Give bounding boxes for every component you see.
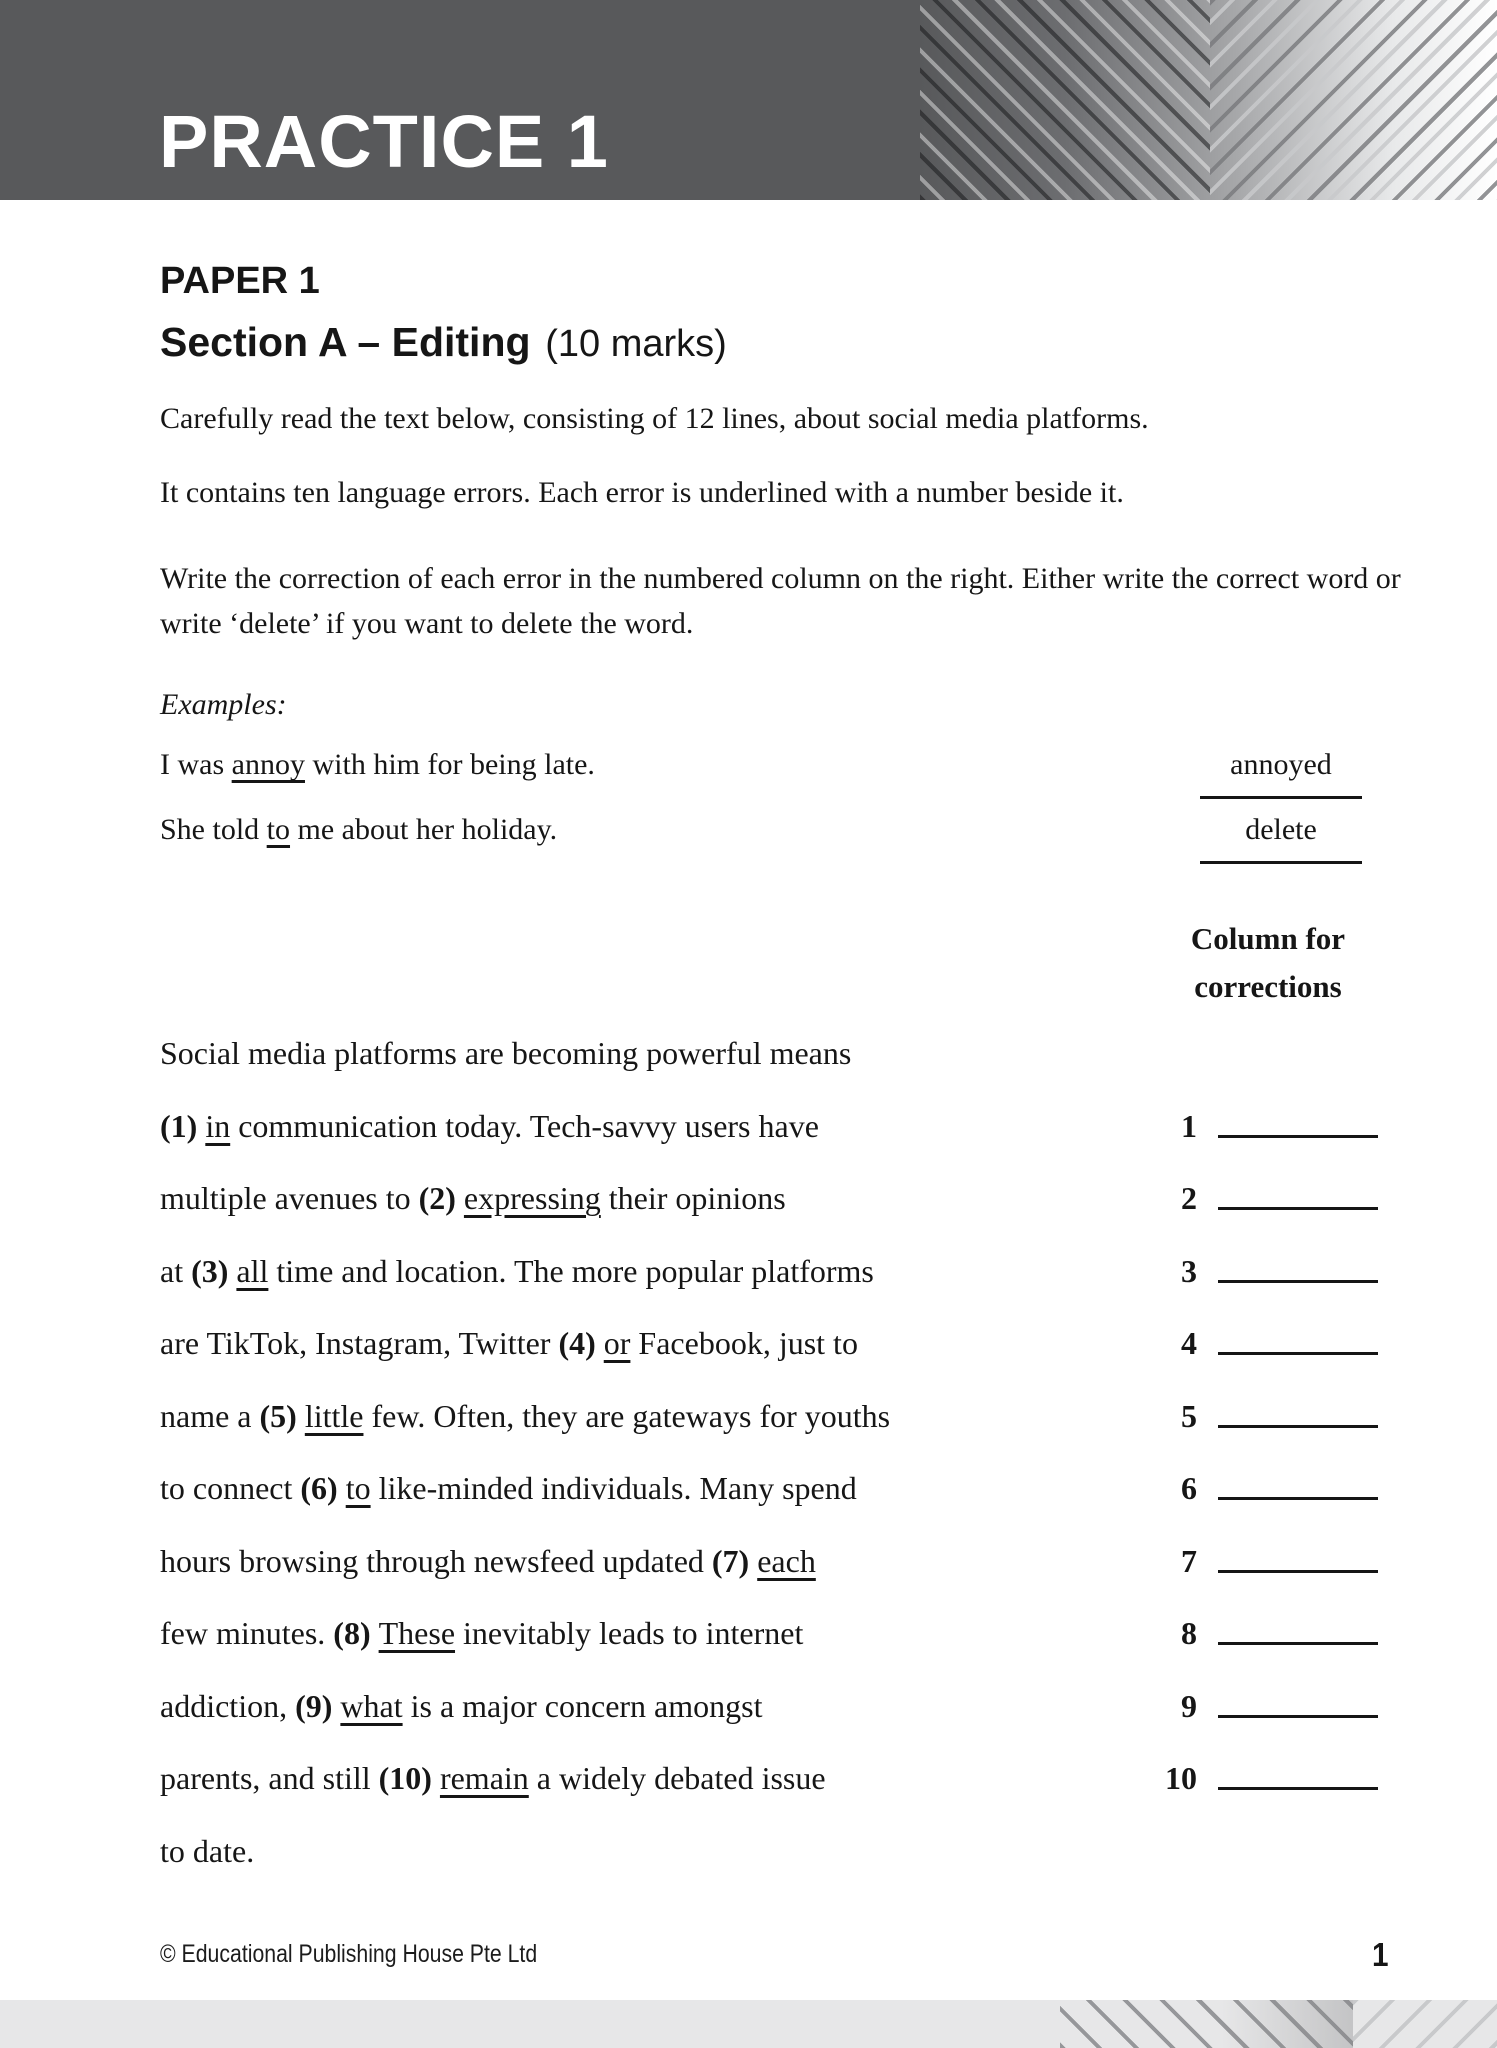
correction-number: 7 [1181, 1542, 1197, 1579]
passage-text-segment: (3) [191, 1252, 237, 1289]
footer-copyright: © Educational Publishing House Pte Ltd [160, 1940, 538, 1968]
passage-text-segment: time and location. The more popular platforms [268, 1252, 874, 1289]
footer-diagonal-stripes-right [1353, 2000, 1497, 2048]
passage-line [160, 1742, 1440, 1815]
error-word: These [378, 1615, 456, 1651]
error-word: or [603, 1325, 631, 1361]
footer-diagonal-stripes-left [1060, 2000, 1353, 2048]
passage-text-segment: hours browsing through newsfeed updated [160, 1542, 712, 1579]
passage-line [160, 1380, 1440, 1453]
passage-text-segment: are TikTok, Instagram, Twitter [160, 1325, 559, 1361]
passage-line [160, 1452, 1440, 1525]
correction-blank-line [1218, 1642, 1378, 1645]
passage-text-segment: addiction, [160, 1687, 296, 1724]
correction-blank-line [1218, 1207, 1378, 1210]
example-answer-line [1200, 813, 1362, 864]
passage-line [160, 1597, 1440, 1670]
section-heading-bold: Section A – Editing [160, 319, 531, 365]
instruction-paragraph-1: Carefully read the text below, consisting of 12 lines, about social media platforms. [160, 402, 1149, 435]
instruction-paragraph-2: It contains ten language errors. Each error is underlined with a number beside it. [160, 476, 1124, 509]
paper-title: PAPER 1 [160, 260, 320, 302]
example-error-word: to [266, 813, 291, 846]
passage-line [160, 1235, 1440, 1308]
correction-number: 9 [1181, 1687, 1197, 1724]
passage-text-segment: Facebook, just to [630, 1325, 858, 1361]
correction-blank-line [1218, 1497, 1378, 1500]
correction-number: 8 [1181, 1615, 1197, 1651]
passage-text-segment: is a major concern amongst [402, 1687, 763, 1724]
instruction-paragraph-3: Write the correction of each error in the numbered column on the right. Either write the correct word or write ‘delete’ if you want to delete the word. [160, 562, 1401, 640]
corrections-header-line-2: corrections [1194, 969, 1342, 1004]
page-number: 1 [1372, 1936, 1389, 1973]
passage-text-segment: their opinions [600, 1180, 786, 1216]
passage-text-segment: (4) [558, 1325, 604, 1361]
examples-label: Examples: [160, 688, 287, 721]
passage-text-segment: at [160, 1252, 192, 1289]
correction-number: 5 [1181, 1397, 1197, 1434]
passage-text-segment: communication today. Tech-savvy users have [230, 1107, 819, 1144]
passage-text-segment: multiple avenues to [160, 1180, 419, 1216]
example-text-pre: She told [160, 813, 267, 846]
error-word: in [205, 1107, 231, 1144]
passage-line [160, 1017, 1440, 1090]
correction-number: 2 [1181, 1180, 1197, 1216]
example-answer-line [1200, 748, 1362, 799]
passage-text-segment: (7) [711, 1542, 758, 1579]
correction-number: 4 [1181, 1325, 1197, 1361]
example-row-2 [160, 813, 1410, 847]
example-text-pre: I was [160, 748, 232, 781]
section-heading [160, 319, 727, 365]
passage-line [160, 1815, 1440, 1888]
error-word: each [757, 1542, 816, 1579]
passage-text-segment: a widely debated issue [528, 1760, 826, 1796]
correction-blank-line [1218, 1787, 1378, 1790]
passage-text-segment: (1) [160, 1107, 206, 1144]
passage-text-segment: (9) [295, 1687, 341, 1724]
corrections-header-line-1: Column for [1190, 921, 1346, 956]
header-band [0, 0, 1497, 200]
correction-blank-line [1218, 1425, 1378, 1428]
passage-text-segment: like-minded individuals. Many spend [370, 1470, 857, 1506]
error-word: to [345, 1470, 371, 1506]
correction-blank-line [1218, 1570, 1378, 1573]
example-answer-text: delete [1245, 813, 1317, 846]
passage-line [160, 1525, 1440, 1598]
header-diagonal-stripes-right [1210, 0, 1497, 200]
example-row-1 [160, 748, 1410, 782]
correction-number: 1 [1181, 1107, 1197, 1144]
passage-text-segment: few. Often, they are gateways for youths [363, 1397, 891, 1434]
passage-text-segment: (8) [333, 1615, 379, 1651]
error-word: all [236, 1252, 269, 1289]
passage [160, 1017, 1440, 1889]
passage-line [160, 1670, 1440, 1743]
passage-text-segment: name a [160, 1397, 260, 1434]
error-word: remain [439, 1760, 529, 1796]
passage-text-segment: Social media platforms are becoming powerful means [160, 1035, 852, 1071]
error-word: what [340, 1687, 403, 1724]
error-word: expressing [463, 1180, 601, 1216]
passage-text-segment: (2) [418, 1180, 464, 1216]
section-heading-marks: (10 marks) [545, 323, 727, 365]
correction-number: 6 [1181, 1470, 1197, 1506]
passage-text-segment: to connect [160, 1470, 301, 1506]
passage-text-segment: inevitably leads to internet [455, 1615, 804, 1651]
passage-text-segment: parents, and still [160, 1760, 379, 1796]
error-word: little [304, 1397, 364, 1434]
passage-text-segment: to date. [160, 1832, 255, 1869]
example-text-post: me about her holiday. [290, 813, 558, 846]
example-text-post: with him for being late. [304, 748, 595, 781]
corrections-column-header [1168, 915, 1368, 1011]
header-diagonal-stripes-left [920, 0, 1210, 200]
correction-number: 3 [1181, 1252, 1197, 1289]
passage-text-segment: (6) [300, 1470, 346, 1506]
passage-text-segment: (10) [378, 1760, 440, 1796]
correction-blank-line [1218, 1352, 1378, 1355]
correction-blank-line [1218, 1280, 1378, 1283]
passage-line [160, 1307, 1440, 1380]
passage-text-segment: (5) [259, 1397, 305, 1434]
practice-title: PRACTICE 1 [159, 100, 609, 183]
example-answer-text: annoyed [1230, 748, 1332, 781]
passage-line [160, 1162, 1440, 1235]
correction-blank-line [1218, 1135, 1378, 1138]
example-error-word: annoy [231, 748, 305, 781]
passage-line [160, 1090, 1440, 1163]
correction-number: 10 [1165, 1760, 1197, 1796]
passage-text-segment: few minutes. [160, 1615, 334, 1651]
correction-blank-line [1218, 1715, 1378, 1718]
